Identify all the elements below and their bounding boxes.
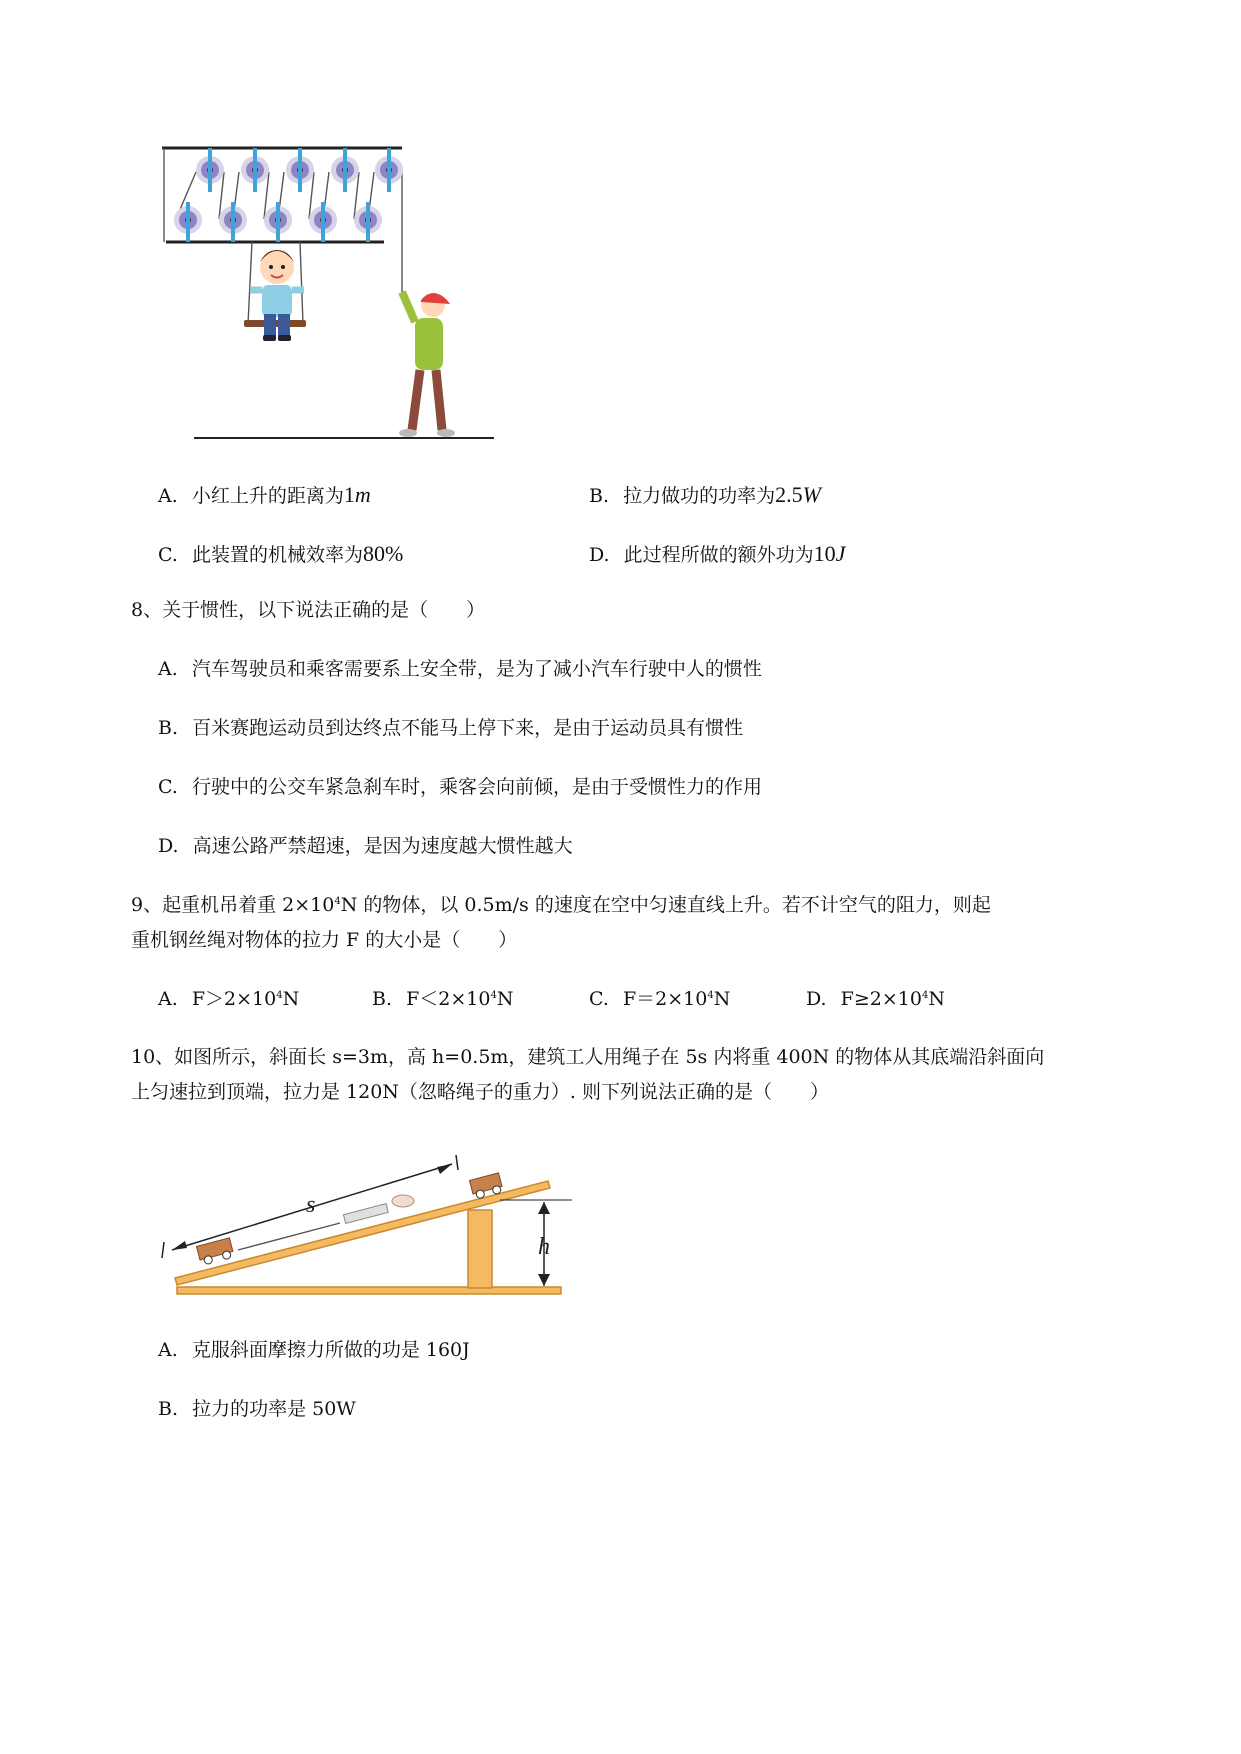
exponent: 4 [276,990,283,1001]
stem-text: N 的物体，以 0.5m/s 的速度在空中匀速直线上升。若不计空气的阻力，则起 [340,894,991,916]
option-value: 10 [813,541,836,566]
stem-text: 9、起重机吊着重 2×10 [131,894,335,916]
q9-option-a[interactable] [158,988,299,1011]
option-value: 80% [362,541,404,566]
option-unit: N [928,988,945,1010]
q9-option-c[interactable] [589,988,730,1011]
option-text: 此装置的机械效率为 [191,544,363,566]
spring-scale [343,1204,388,1224]
option-text: 小红上升的距离为 [191,485,344,507]
option-unit: m [354,482,371,507]
q7-option-b[interactable] [589,482,821,508]
q7-option-c[interactable] [158,541,403,567]
option-unit: W [802,482,821,507]
option-text: F＜2×10 [406,988,491,1010]
pulley-system-figure [160,142,520,452]
q8-stem: 8、关于惯性，以下说法正确的是（ ） [131,599,486,621]
option-text: 拉力做功的功率为 [623,485,776,507]
q10-stem-line1: 10、如图所示，斜面长 s=3m，高 h=0.5m，建筑工人用绳子在 5s 内将重 400N 的物体从其底端沿斜面向 [131,1046,1045,1068]
q9-option-b[interactable] [372,988,513,1011]
option-text: 百米赛跑运动员到达终点不能马上停下来，是由于运动员具有惯性 [192,717,744,739]
option-letter: D. [589,544,610,566]
option-text: 行驶中的公交车紧急刹车时，乘客会向前倾，是由于受惯性力的作用 [191,776,762,798]
option-unit: N [713,988,731,1010]
inclined-plane-figure [160,1150,580,1310]
boy-on-swing [244,250,306,341]
option-text: F≥2×10 [840,988,922,1010]
cart-bottom [196,1238,234,1266]
q10-option-b[interactable] [158,1398,356,1421]
q8-option-c[interactable] [158,776,762,799]
q10-stem-line2: 上匀速拉到顶端，拉力是 120N（忽略绳子的重力）. 则下列说法正确的是（ ） [131,1081,830,1103]
option-letter: B. [372,988,393,1010]
option-unit: J [835,541,846,566]
option-text: F＝2×10 [622,988,708,1010]
option-letter: B. [589,485,610,507]
exponent: 4 [921,990,929,1001]
option-letter: C. [158,544,178,566]
q8-option-d[interactable] [158,835,573,858]
q9-stem-line1 [131,894,991,917]
option-text: F＞2×10 [191,988,277,1010]
s-label: s [306,1192,316,1218]
exponent: 4 [707,990,714,1001]
option-letter: A. [158,485,178,507]
q8-option-b[interactable] [158,717,743,740]
option-letter: C. [589,988,609,1010]
q9-option-d[interactable] [806,988,945,1011]
exponent: 4 [334,896,341,907]
option-unit: N [496,988,514,1010]
option-text: 此过程所做的额外功为 [623,544,814,566]
option-letter: A. [158,1339,178,1361]
option-letter: B. [158,1398,179,1420]
option-text: 高速公路严禁超速，是因为速度越大惯性越大 [192,835,573,857]
q9-stem-line2: 重机钢丝绳对物体的拉力 F 的大小是（ ） [131,929,518,951]
option-letter: A. [158,658,178,680]
option-text: 汽车驾驶员和乘客需要系上安全带，是为了减小汽车行驶中人的惯性 [191,658,762,680]
option-value: 2.5 [775,482,803,507]
option-value: 1 [343,482,355,507]
option-letter: D. [806,988,827,1010]
h-label: h [538,1234,550,1260]
q10-option-a[interactable] [158,1339,470,1362]
option-letter: D. [158,835,179,857]
man-pulling-rope [399,292,455,437]
q7-option-a[interactable] [158,482,371,508]
option-text: 拉力的功率是 50W [192,1398,356,1420]
option-letter: A. [158,988,178,1010]
option-unit: N [282,988,300,1010]
option-letter: C. [158,776,178,798]
option-text: 克服斜面摩擦力所做的功是 160J [191,1339,470,1361]
q7-option-d[interactable] [589,541,845,567]
option-letter: B. [158,717,179,739]
q8-option-a[interactable] [158,658,762,681]
exponent: 4 [490,990,497,1001]
bottom-pulleys [174,202,382,242]
